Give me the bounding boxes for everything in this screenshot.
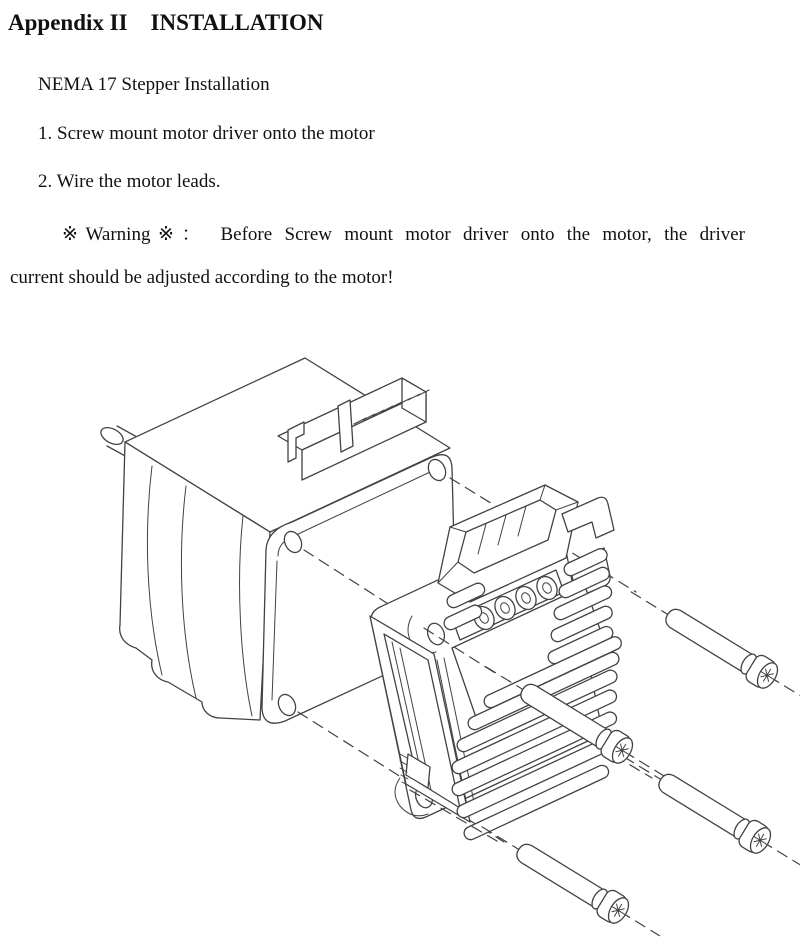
page-title: Appendix II INSTALLATION [8, 10, 324, 35]
section-heading: NEMA 17 Stepper Installation [38, 74, 270, 95]
instruction-step-2: 2. Wire the motor leads. [38, 171, 221, 192]
connector-middle-latch [338, 400, 353, 452]
screw-bottom [474, 814, 667, 945]
screw-top-right [623, 579, 800, 713]
exploded-view-drawing [0, 330, 800, 945]
installation-exploded-view [0, 330, 800, 945]
warning-text-line2: current should be adjusted according to the motor! [10, 267, 394, 288]
instruction-step-1: 1. Screw mount motor driver onto the motor [38, 123, 375, 144]
warning-text-line1: ※Warning※： Before Screw mount motor driver onto the motor, the driver [62, 224, 745, 245]
